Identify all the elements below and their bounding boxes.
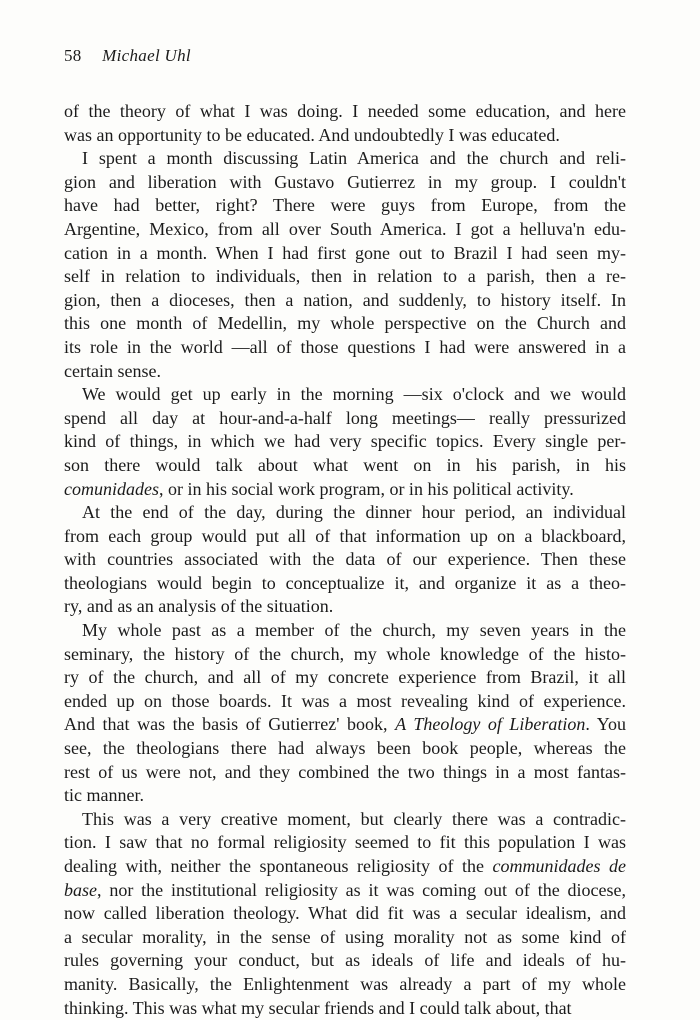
text-line: rest of us were not, and they combined the two things in a most fantas- <box>64 761 626 782</box>
text-line: have had better, right? There were guys from Europe, from the <box>64 195 626 216</box>
text-line: this one month of Medellin, my whole perspective on the Church and <box>64 313 626 334</box>
paragraph <box>64 619 626 808</box>
text-line: base, nor the institutional religiosity as it was coming out of the diocese, <box>64 879 626 900</box>
paragraph <box>64 383 626 501</box>
text-line: gion and liberation with Gustavo Gutierrez in my group. I couldn't <box>64 171 626 192</box>
text-line: now called liberation theology. What did fit was a secular idealism, and <box>64 903 626 924</box>
text-line: And that was the basis of Gutierrez' book, A Theology of Liberation. You <box>64 714 627 735</box>
text-line: from each group would put all of that information up on a blackboard, <box>64 525 626 546</box>
text-line: with countries associated with the data of our experience. Then these <box>64 549 626 570</box>
text-line: tic manner. <box>64 785 144 806</box>
text-line: cation in a month. When I had first gone out to Brazil I had seen my- <box>64 242 626 263</box>
text-line: spend all day at hour-and-a-half long meetings— really pressurized <box>64 407 626 428</box>
text-line: certain sense. <box>64 360 161 381</box>
paragraph <box>64 501 626 619</box>
text-line: I spent a month discussing Latin America and the church and reli- <box>82 148 626 169</box>
text-line: tion. I saw that no formal religiosity seemed to fit this population I was <box>64 832 626 853</box>
text-line: At the end of the day, during the dinner hour period, an individual <box>82 502 626 523</box>
text-line: dealing with, neither the spontaneous religiosity of the communidades de <box>64 856 626 876</box>
text-line: son there would talk about what went on in his parish, in his <box>64 454 626 475</box>
paragraph <box>64 808 626 1020</box>
text-line: thinking. This was what my secular friends and I could talk about, that <box>64 997 572 1018</box>
text-line: kind of things, in which we had very specific topics. Every single per- <box>64 431 626 452</box>
text-line: gion, then a dioceses, then a nation, and suddenly, to history itself. In <box>64 289 626 310</box>
page-number: 58 <box>64 46 82 65</box>
text-line: comunidades, or in his social work program, or in his political activity. <box>64 478 574 499</box>
body-text <box>64 100 626 1020</box>
text-line: manity. Basically, the Enlightenment was already a part of my whole <box>64 973 626 994</box>
text-line: see, the theologians there had always been book people, whereas the <box>64 738 626 759</box>
text-line: ry, and as an analysis of the situation. <box>64 596 334 617</box>
text-line: We would get up early in the morning —six o'clock and we would <box>82 384 626 405</box>
text-line: ry of the church, and all of my concrete experience from Brazil, it all <box>64 667 626 688</box>
text-line: of the theory of what I was doing. I needed some education, and here <box>64 101 626 121</box>
text-line: ended up on those boards. It was a most revealing kind of experience. <box>64 690 626 711</box>
paragraph <box>64 147 626 383</box>
author-name: Michael Uhl <box>102 46 191 65</box>
text-line: rules governing your conduct, but as ideals of life and ideals of hu- <box>64 950 626 971</box>
running-header <box>64 46 191 66</box>
paragraph <box>64 100 626 147</box>
text-line: self in relation to individuals, then in relation to a parish, then a re- <box>64 266 626 287</box>
text-line: seminary, the history of the church, my whole knowledge of the histo- <box>64 643 626 664</box>
text-line: theologians would begin to conceptualize it, and organize it as a theo- <box>64 572 626 593</box>
text-line: was an opportunity to be educated. And undoubtedly I was educated. <box>64 124 560 145</box>
text-line: a secular morality, in the sense of using morality not as some kind of <box>64 926 626 947</box>
text-line: Argentine, Mexico, from all over South America. I got a helluva'n edu- <box>64 218 626 239</box>
text-line: its role in the world —all of those questions I had were answered in a <box>64 336 626 357</box>
text-line: My whole past as a member of the church, my seven years in the <box>82 620 626 641</box>
text-line: This was a very creative moment, but clearly there was a contradic- <box>82 808 626 829</box>
